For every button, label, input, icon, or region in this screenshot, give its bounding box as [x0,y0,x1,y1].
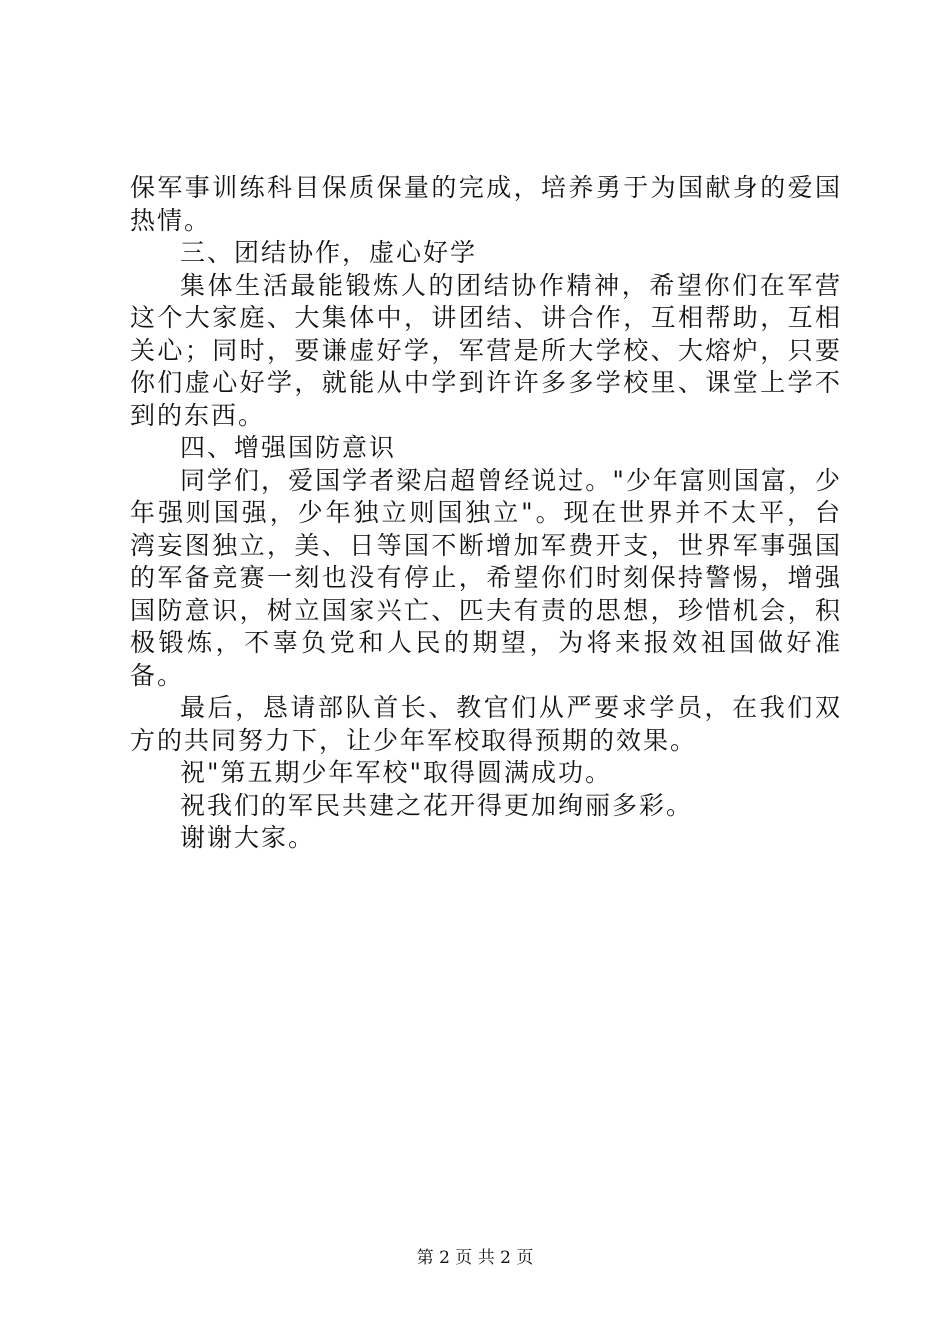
page-number-footer: 第 2 页 共 2 页 [416,1248,534,1268]
section-heading-4: 四、增强国防意识 [180,433,397,462]
section-heading-3: 三、团结协作，虚心好学 [180,238,478,267]
paragraph-national-defense: 同学们，爱国学者梁启超曾经说过。"少年富则国富，少年强则国强，少年独立则国独立"。现在世界并不太平，台湾妄图独立，美、日等国不断增加军费开支，世界军事强国的军备竞赛一刻也没有停止，希望你们时刻保持警惕，增强国防意识，树立国家兴亡、匹夫有责的思想，珍惜机会，积极锻炼，不辜负党和人民的期望，为将来报效祖国做好准备。 [130,465,842,690]
thanks-line: 谢谢大家。 [180,823,316,852]
paragraph-closing-request: 最后，恳请部队首长、教官们从严要求学员，在我们双方的共同努力下，让少年军校取得预期的效果。 [130,693,842,755]
paragraph-teamwork: 集体生活最能锻炼人的团结协作精神，希望你们在军营这个大家庭、大集体中，讲团结、讲合作，互相帮助，互相关心；同时，要谦虚好学，军营是所大学校、大熔炉，只要你们虚心好学，就能从中学到许许多多学校里、课堂上学不到的东西。 [130,270,842,430]
wish-line-2: 祝我们的军民共建之花开得更加绚丽多彩。 [180,790,694,820]
paragraph-continuation: 保军事训练科目保质保量的完成，培养勇于为国献身的爱国热情。 [130,173,842,235]
document-body [130,172,842,855]
wish-line-1: 祝"第五期少年军校"取得圆满成功。 [180,758,612,787]
